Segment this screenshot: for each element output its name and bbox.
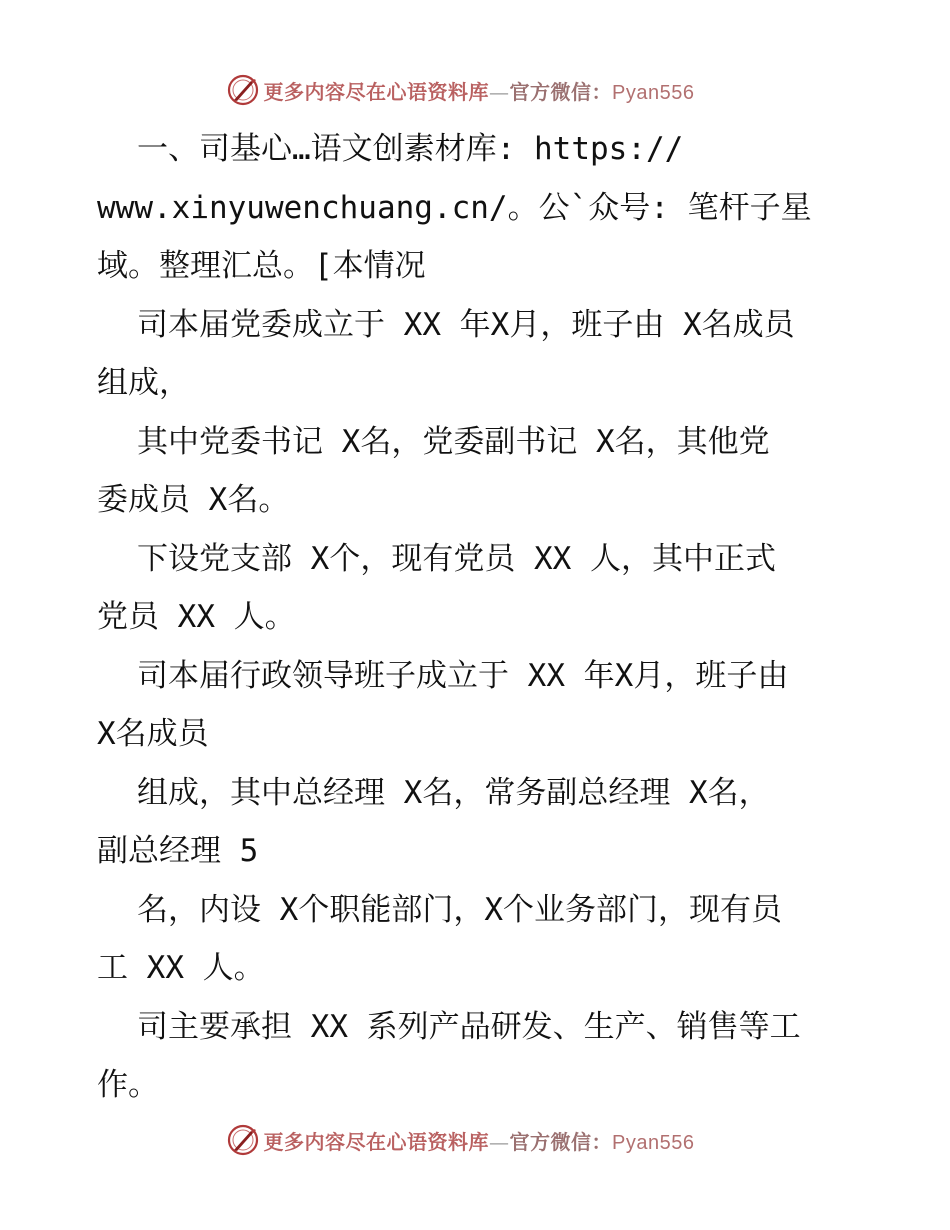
paragraph-line: 司本届党委成立于 XX 年X月，班子由 X名成员 [137,306,795,343]
footer-watermark [0,1120,950,1160]
watermark-wechat-id: Pyan556 [612,81,695,104]
paragraph-line: 其中党委书记 X名，党委副书记 X名，其他党 [137,423,770,460]
quill-pen-logo-icon [226,1123,260,1157]
paragraph-line: 党员 XX 人。 [97,599,296,635]
watermark-text [264,76,695,105]
paragraph-line: X名成员 [97,716,209,752]
paragraph-line: 工 XX 人。 [97,950,265,986]
paragraph-line: 下设党支部 X个，现有党员 XX 人，其中正式 [137,540,776,577]
paragraph-line: 域。整理汇总。[本情况 [97,248,426,284]
paragraph-line: 司主要承担 XX 系列产品研发、生产、销售等工 [137,1008,801,1045]
watermark-wechat-id: Pyan556 [612,1131,695,1154]
watermark-brand: 更多内容尽在心语资料库 [263,1129,490,1154]
watermark-wechat-label: 官方微信： [509,79,613,104]
quill-pen-logo-icon [226,73,260,107]
paragraph-line: 作。 [97,1067,159,1103]
paragraph-line: 组成， [97,365,190,401]
paragraph-line: 名，内设 X个职能部门，X个业务部门，现有员 [137,891,782,928]
paragraph-line: 组成，其中总经理 X名，常务副总经理 X名， [137,774,770,811]
header-watermark [0,70,950,110]
watermark-brand: 更多内容尽在心语资料库 [263,79,490,104]
paragraph-line: 委成员 X名。 [97,482,290,518]
paragraph-line: 一、司基心…语文创素材库: https:// [137,131,684,167]
paragraph-line: 司本届行政领导班子成立于 XX 年X月，班子由 [137,657,789,694]
watermark-text [264,1126,695,1155]
watermark-dash: — [489,79,510,104]
paragraph-line: www.xinyuwenchuang.cn/。公`众号: 笔杆子星 [97,189,812,226]
watermark-dash: — [489,1129,510,1154]
document-body [97,120,857,1115]
watermark-wechat-label: 官方微信： [509,1129,613,1154]
paragraph-line: 副总经理 5 [97,833,259,869]
